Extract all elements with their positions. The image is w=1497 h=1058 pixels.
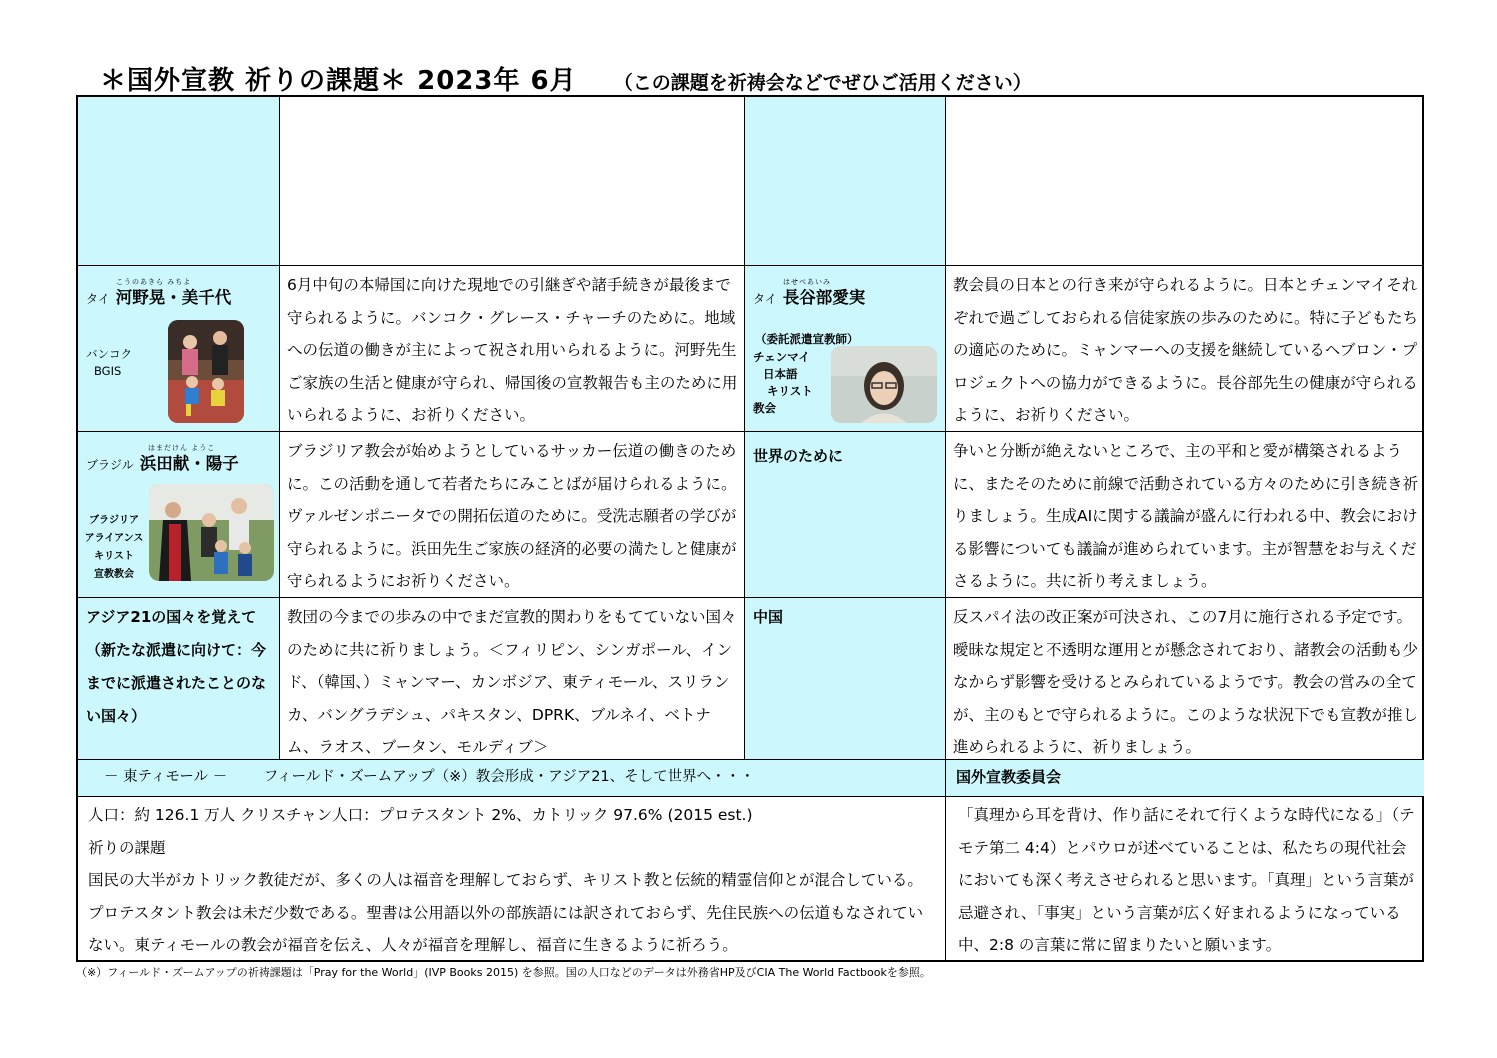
name-ruby: はまだけん ようこ [148, 444, 216, 452]
missionary-name: 浜田献・陽子 [139, 454, 239, 473]
missionary-name: 河野晃・美千代 [115, 288, 232, 307]
focus-country-label: － 東ティモール － [104, 769, 228, 785]
missionary-kawano [78, 266, 280, 432]
prayer-text-cell [280, 598, 745, 760]
location-line: アライアンス [84, 533, 144, 544]
footnote: （※）フィールド・ズームアップの祈祷課題は「Pray for the World」(IVP Books 2015) を参照。国の人口などのデータは外務省HP及びCIA The World Factbookを参照。 [76, 966, 931, 979]
location-line: 教会 [753, 401, 776, 415]
prayer-text: 反スパイ法の改正案が可決され、この7月に施行される予定です。曖昧な規定と不透明な運用とが懸念されており、諸教会の活動も少なからず影響を受けるとみられているようです。教会の営みの全てが、主のもとで守られるように。このような状況下でも宣教が推し進められるように、祈りましょう。 [953, 608, 1419, 756]
missionary-name: 長谷部愛実 [782, 288, 866, 307]
committee-label: 国外宣教委員会 [956, 768, 1062, 786]
empty-cell [78, 97, 280, 266]
china-label-cell [745, 598, 946, 760]
prayer-text: 教会員の日本との行き来が守られるように。日本とチェンマイそれぞれで過ごしておられる信徒家族の歩みのために。特に子どもたちの適応のために。ミャンマーへの支援を継続しているヘブロン・プロジェクトへの協力ができるように。長谷部先生の健康が守られるように、お祈りください。 [953, 276, 1419, 424]
page-subtitle: （この課題を祈祷会などでぜひご活用ください） [613, 72, 1032, 94]
family-photo [149, 484, 274, 581]
prayer-text-cell [280, 432, 745, 598]
prayer-text-cell [946, 266, 1424, 432]
family-photo [168, 320, 244, 423]
asia21-label-cell [78, 598, 280, 760]
china-label: 中国 [753, 608, 784, 626]
empty-cell [280, 97, 745, 266]
empty-cell [745, 97, 946, 266]
prayer-table [76, 95, 1424, 962]
location-line: バンコク [86, 347, 132, 361]
missionary-hasebe [745, 266, 946, 432]
location-line: 日本語 [763, 367, 798, 381]
location-line: チェンマイ [753, 350, 810, 364]
field-zoom-body [78, 797, 946, 962]
location-line: キリスト [94, 551, 134, 562]
world-label-cell [745, 432, 946, 598]
prayer-text-cell [946, 598, 1424, 760]
page-title: ＊国外宣教 祈りの課題＊ 2023年 6月 [100, 66, 577, 96]
committee-message: 「真理から耳を背け、作り話にそれて行くような時代になる」（テモテ第二 4:4）とパウロが述べていることは、私たちの現代社会においても深く考えさせられると思います。「真理」という言葉が忌避され、「事実」という言葉が広く好まれるようになっている中、2:8 の言葉に常に留まりたいと願います。 [958, 806, 1415, 954]
page-header [100, 60, 1430, 94]
location-line: キリスト [767, 384, 813, 398]
prayer-text: 争いと分断が絶えないところで、主の平和と愛が構築されるように、またそのために前線で活動されている方々のために引き続き祈りましょう。生成AIに関する議論が盛んに行われる中、教会における影響についても議論が進められています。主が智慧をお与えくださるように。共に祈り考えましょう。 [953, 442, 1419, 590]
prayer-title: 祈りの課題 [88, 838, 166, 857]
field-zoom-label: フィールド・ズームアップ（※）教会形成・アジア21、そして世界へ・・・ [263, 769, 755, 785]
portrait-photo [831, 346, 937, 423]
prayer-text: 教団の今までの歩みの中でまだ宣教的関わりをもてていない国々のために共に祈りましょう。＜フィリピン、シンガポール、インド、（韓国、）ミャンマー、カンボジア、東ティモール、スリランカ、バングラデシュ、パキスタン、DPRK、ブルネイ、ベトナム、ラオス、ブータン、モルディブ＞ [287, 608, 737, 756]
prayer-text-cell [280, 266, 745, 432]
world-label: 世界のために [753, 447, 844, 465]
country-label: タイ [753, 292, 777, 306]
name-ruby: こうのあきら みちよ [116, 278, 192, 286]
location-line: BGIS [94, 364, 122, 378]
population-info: 人口：約 126.1 万人 クリスチャン人口：プロテスタント 2%、カトリック 97.6% (2015 est.) [88, 806, 753, 824]
empty-cell [946, 97, 1424, 266]
missionary-hamada [78, 432, 280, 598]
prayer-text: 6月中旬の本帰国に向けた現地での引継ぎや諸手続きが最後まで守られるように。バンコク・グレース・チャーチのために。地域への伝道の働きが主によって祝され用いられるように。河野先生ご家族の生活と健康が守られ、帰国後の宣教報告も主のために用いられるように、お祈りください。 [287, 276, 738, 424]
family-photo-image [168, 320, 244, 423]
field-zoom-header [78, 760, 946, 797]
committee-label-cell [946, 760, 1424, 797]
name-ruby: はせべあいみ [783, 278, 831, 286]
family-photo-image [149, 484, 274, 581]
country-label: ブラジル [86, 458, 134, 472]
location-line: 宣教教会 [94, 569, 134, 580]
prayer-text: ブラジリア教会が始めようとしているサッカー伝道の働きのために。この活動を通して若者たちにみことばが届けられるように。ヴァルゼンポニータでの開拓伝道のために。受洗志願者の学びが守られるように。浜田先生ご家族の経済的必要の満たしと健康が守られるようにお祈りください。 [287, 442, 737, 590]
country-label: タイ [86, 292, 110, 306]
committee-message-cell [946, 797, 1424, 962]
asia21-label: アジア21の国々を覚えて（新たな派遣に向けて：今までに派遣されたことのない国々） [86, 608, 267, 725]
focus-prayer-text: 国民の大半がカトリック教徒だが、多くの人は福音を理解しておらず、キリスト教と伝統的精霊信仰とが混合している。プロテスタント教会は未だ少数である。聖書は公用語以外の部族語には訳されておらず、先住民族への伝道もなされていない。東ティモールの教会が福音を伝え、人々が福音を理解し、福音に生きるように祈ろう。 [88, 871, 924, 954]
prayer-text-cell [946, 432, 1424, 598]
location-line: ブラジリア [89, 515, 139, 526]
role-label: （委託派遣宣教師） [755, 332, 859, 346]
portrait-photo-image [831, 346, 937, 423]
